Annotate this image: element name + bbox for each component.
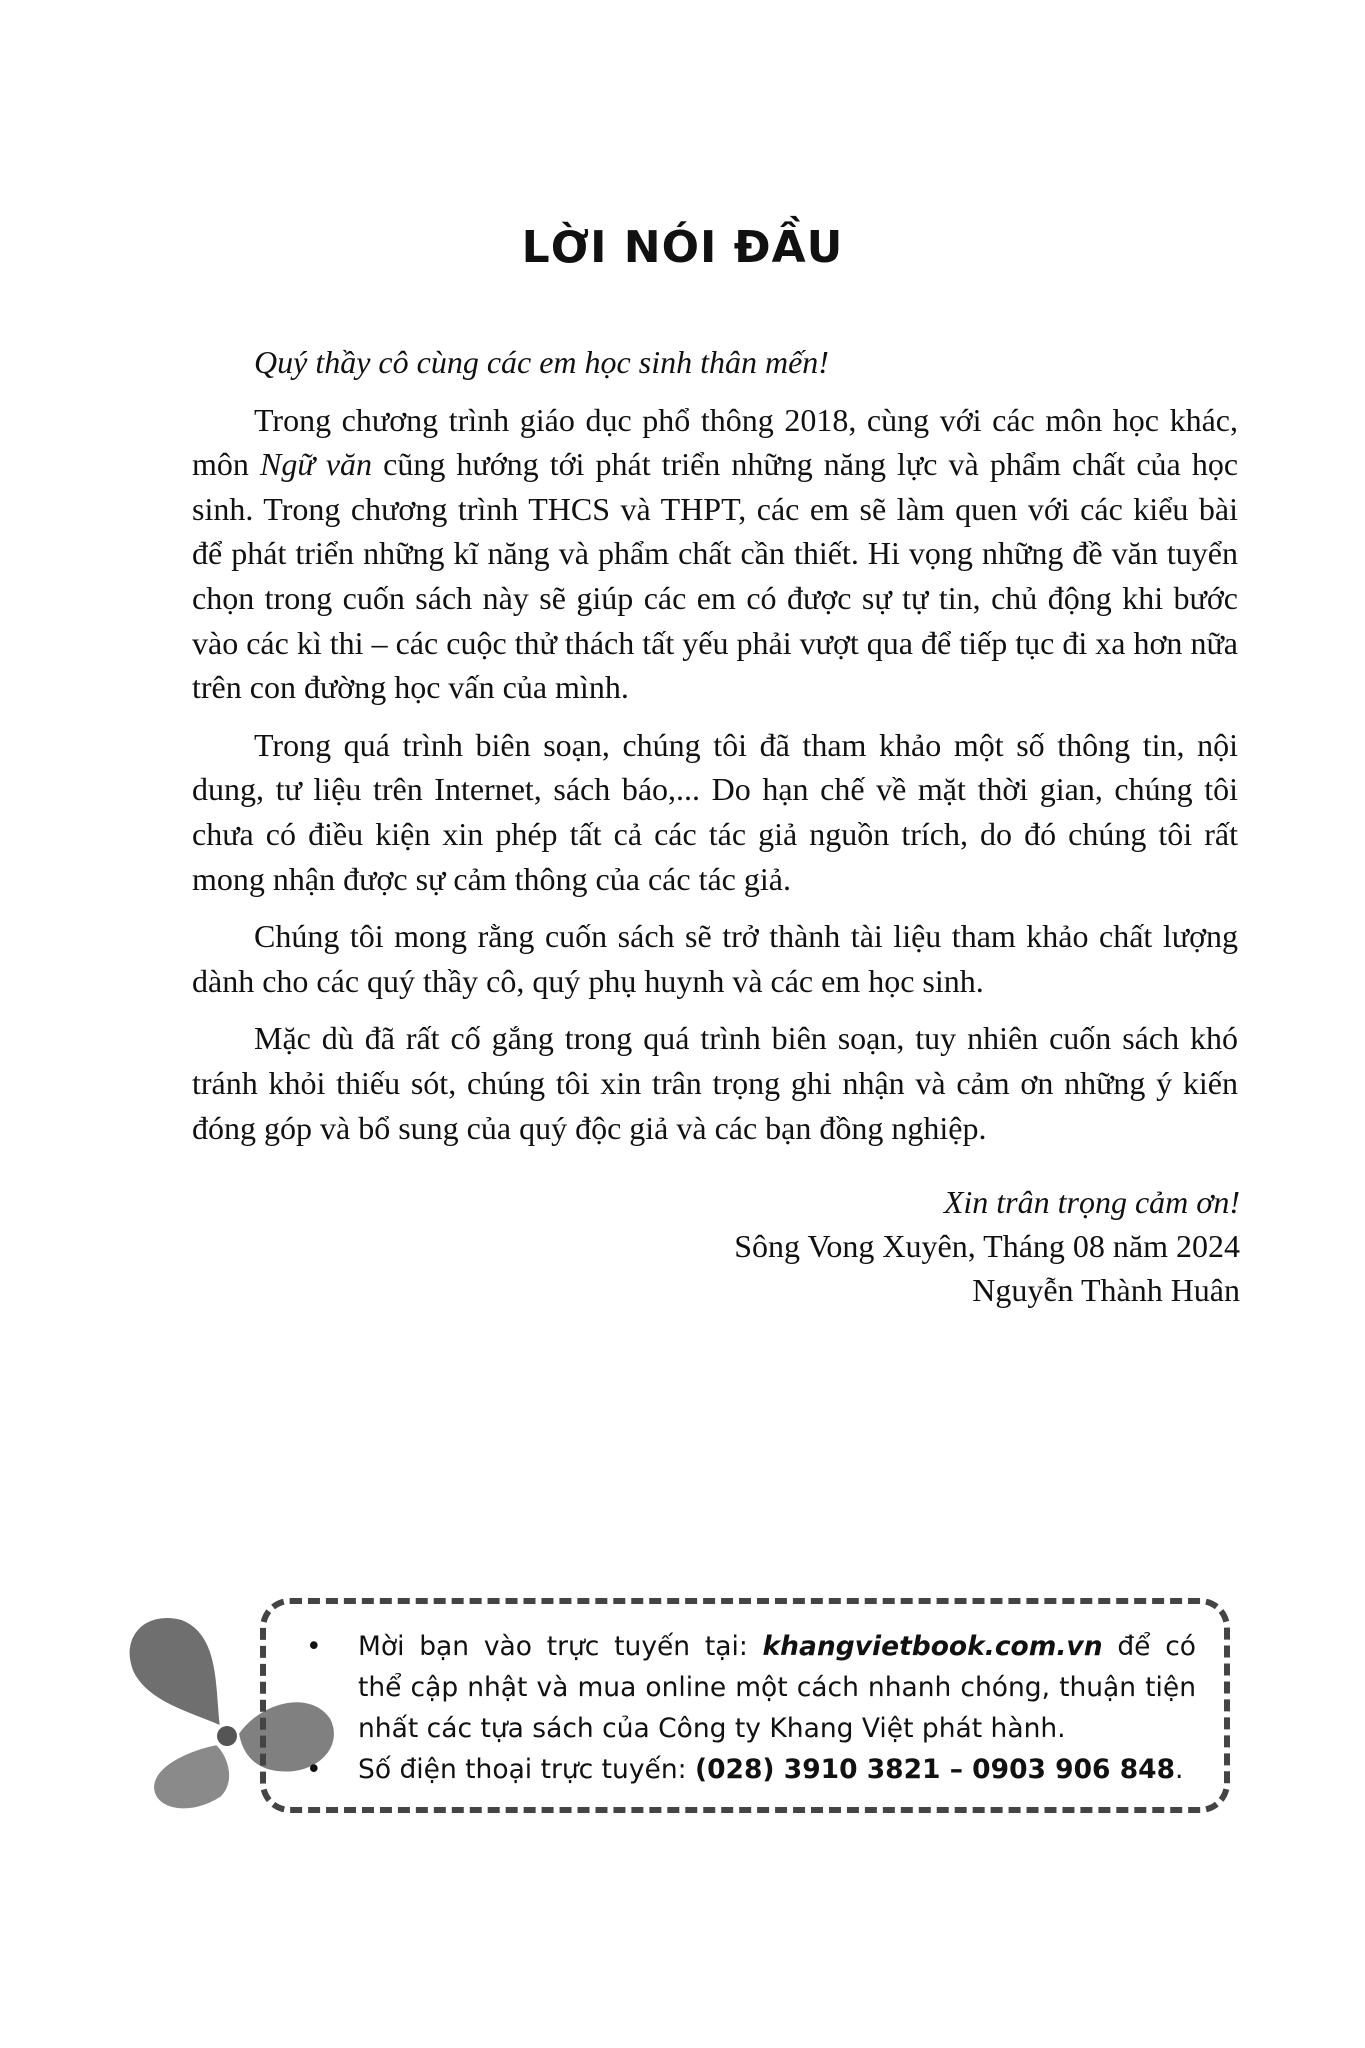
paragraph-1-part1: Trong chương trình giáo dục phổ thông 2018, cùng với các môn học khác, môn [192,401,1238,483]
phone-suffix: . [1175,1754,1184,1785]
paragraph-2: Trong quá trình biên soạn, chúng tôi đã tham khảo một số thông tin, nội dung, tư liệu trên Internet, sách báo,... Do hạn chế về mặt thời gian, chúng tôi chưa có điều kiện xin phép tất cả các tác giả nguồn trích, do đó chúng tôi rất mong nhận được sự cảm thông của các tác giả. [192,726,1238,897]
phone-numbers: (028) 3910 3821 – 0903 906 848 [694,1754,1176,1785]
subject-name: Ngữ văn [259,446,373,483]
page-title: LỜI NÓI ĐẦU [521,222,844,273]
phone-prefix: Số điện thoại trực tuyến: [358,1754,695,1785]
signature-block [734,1180,1240,1312]
website-link[interactable]: khangvietbook.com.vn [762,1631,1103,1662]
bullet-icon: • [306,1754,322,1785]
paragraph-4: Mặc dù đã rất cố gắng trong quá trình biên soạn, tuy nhiên cuốn sách khó tránh khỏi thiếu sót, chúng tôi xin trân trọng ghi nhận và cảm ơn những ý kiến đóng góp và bổ sung của quý độc giả và các bạn đồng nghiệp. [192,1020,1238,1146]
notice-item-phone [306,1749,1196,1790]
online-notice-box [260,1598,1230,1813]
notice-list [306,1626,1196,1790]
notice-item-website [306,1626,1196,1749]
place-date: Sông Vong Xuyên, Tháng 08 năm 2024 [734,1228,1240,1264]
closing-thanks: Xin trân trọng cảm ơn! [943,1184,1240,1220]
paragraph-3: Chúng tôi mong rằng cuốn sách sẽ trở thành tài liệu tham khảo chất lượng dành cho các quý thầy cô, quý phụ huynh và các em học sinh. [192,918,1238,999]
preface-body [192,340,1238,1163]
author-name: Nguyễn Thành Huân [972,1272,1240,1308]
bullet-icon: • [306,1631,322,1662]
website-suffix: để có thể cập nhật và mua online một cách nhanh chóng, thuận tiện nhất các tựa sách của Công ty Khang Việt phát hành. [358,1631,1196,1744]
greeting: Quý thầy cô cùng các em học sinh thân mến! [254,344,829,380]
paragraph-1-part2: cũng hướng tới phát triển những năng lực và phẩm chất của học sinh. Trong chương trình THCS và THPT, các em sẽ làm quen với các kiểu bài để phát triển những kĩ năng và phẩm chất cần thiết. Hi vọng những đề văn tuyển chọn trong cuốn sách này sẽ giúp các em có được sự tự tin, chủ động khi bước vào các kì thi – các cuộc thử thách tất yếu phải vượt qua để tiếp tục đi xa hơn nữa trên con đường học vấn của mình. [192,446,1239,706]
paragraph-1 [192,398,1238,710]
website-prefix: Mời bạn vào trực tuyến tại: [358,1631,763,1662]
